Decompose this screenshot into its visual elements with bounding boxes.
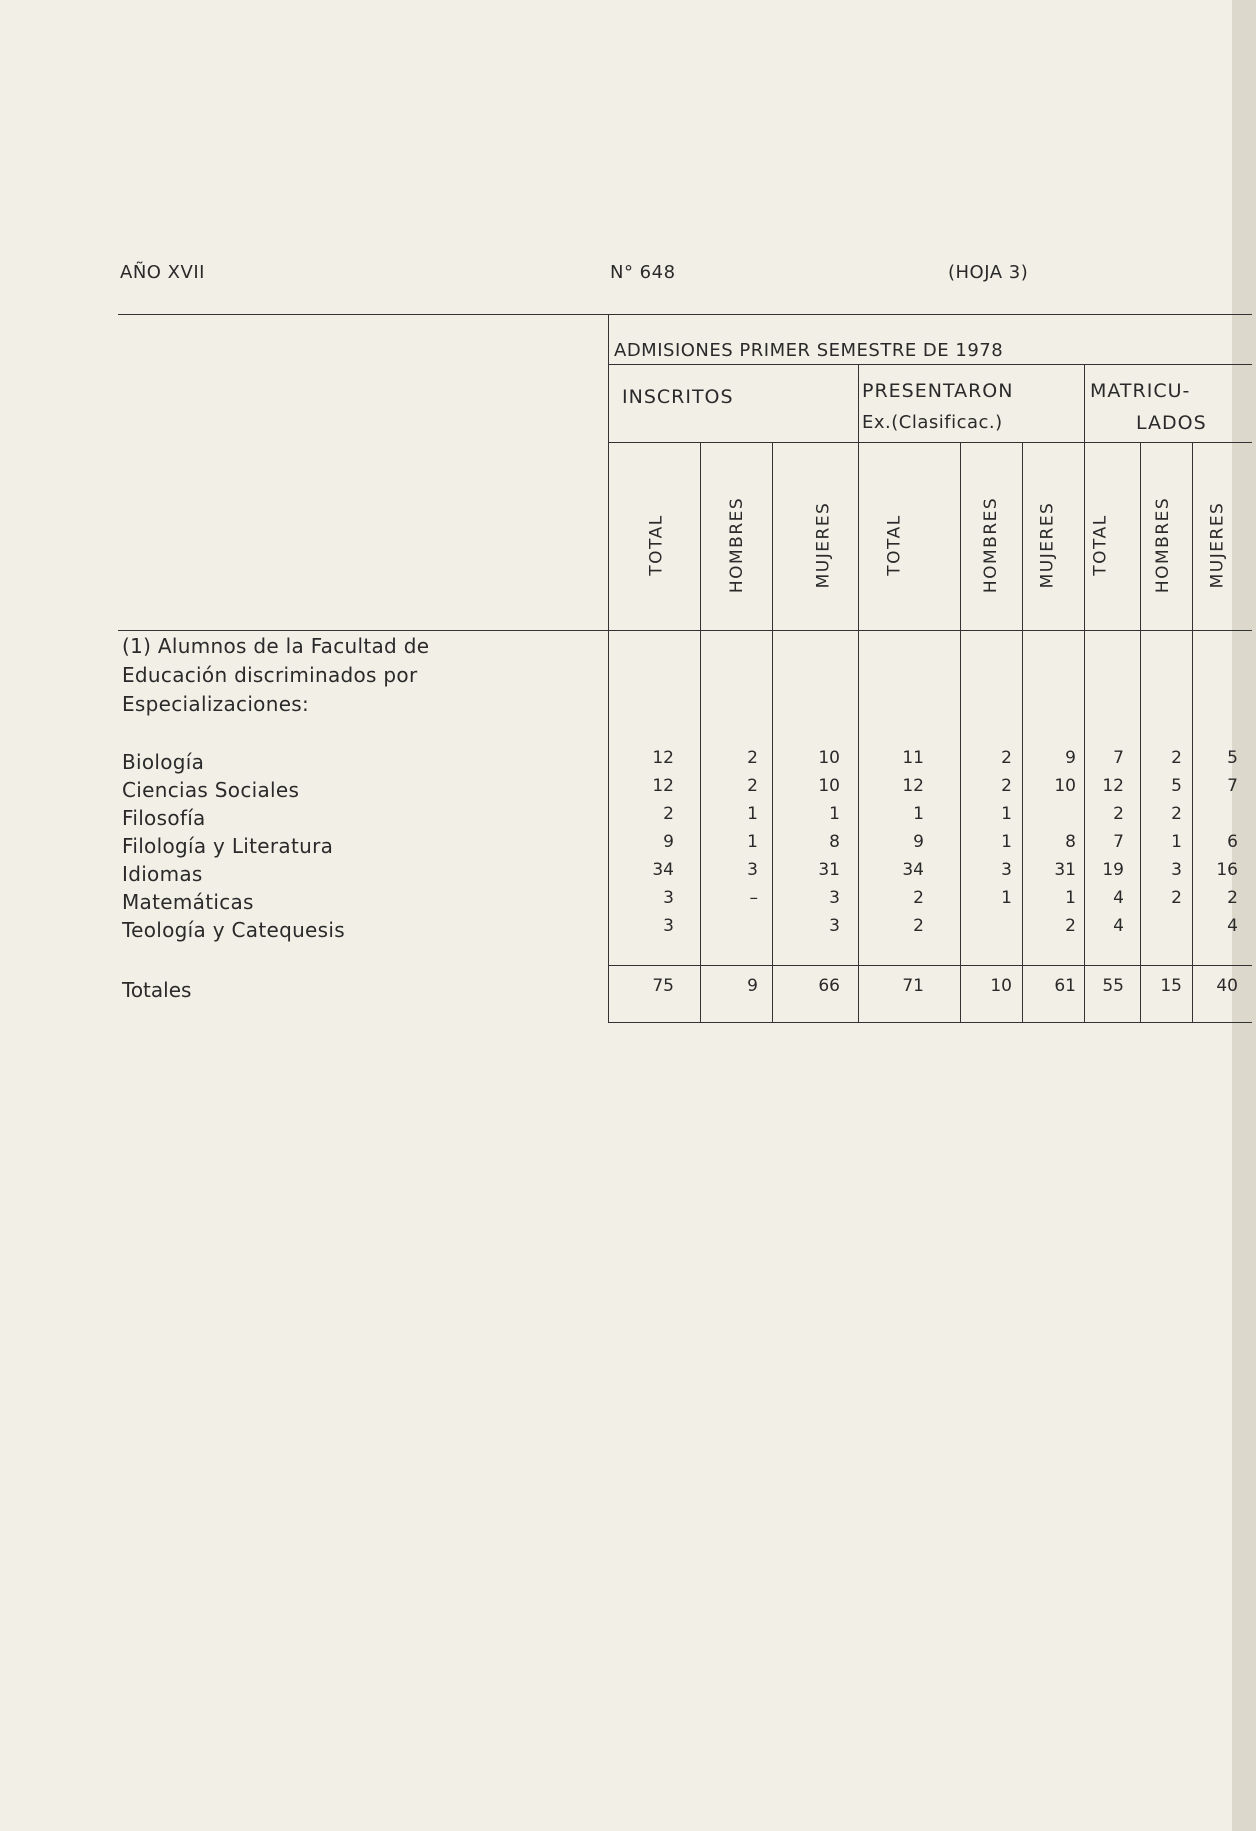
col-header-inscritos-total: TOTAL <box>647 514 667 576</box>
cell-inscritos-mujeres: 10 <box>818 776 840 796</box>
cell-matriculados-hombres: 2 <box>1171 888 1182 908</box>
cell-inscritos-total: 12 <box>652 776 674 796</box>
row-label-filosofia: Filosofía <box>122 806 206 830</box>
cell-presentaron-total: 2 <box>913 888 924 908</box>
divider-inscritos-presentaron <box>858 364 859 1022</box>
cell-matriculados-hombres: 5 <box>1171 776 1182 796</box>
cell-matriculados-mujeres: 7 <box>1227 776 1238 796</box>
group-presentaron: PRESENTARON <box>862 380 1014 402</box>
cell-matriculados-mujeres: 2 <box>1227 888 1238 908</box>
col-header-presentaron-total: TOTAL <box>885 514 905 576</box>
cell-inscritos-mujeres: 8 <box>829 832 840 852</box>
total-matriculados-hombres: 15 <box>1160 976 1182 996</box>
total-presentaron-mujeres: 61 <box>1054 976 1076 996</box>
cell-matriculados-hombres: 2 <box>1171 804 1182 824</box>
cell-matriculados-total: 4 <box>1113 916 1124 936</box>
footnote-line-3: Especializaciones: <box>122 692 310 716</box>
cell-matriculados-hombres: 2 <box>1171 748 1182 768</box>
cell-inscritos-mujeres: 3 <box>829 888 840 908</box>
cell-inscritos-mujeres: 3 <box>829 916 840 936</box>
cell-matriculados-total: 7 <box>1113 748 1124 768</box>
cell-inscritos-hombres: – <box>749 888 758 908</box>
group-matriculados-line2: LADOS <box>1136 412 1207 434</box>
sheet-label: (HOJA 3) <box>948 262 1029 283</box>
cell-matriculados-mujeres: 4 <box>1227 916 1238 936</box>
cell-inscritos-total: 12 <box>652 748 674 768</box>
col-divider-1 <box>700 442 701 1022</box>
year-label: AÑO XVII <box>120 262 205 283</box>
footnote-line-1: (1) Alumnos de la Facultad de <box>122 634 430 658</box>
cell-presentaron-mujeres: 9 <box>1065 748 1076 768</box>
col-header-presentaron-hombres: HOMBRES <box>981 496 1001 594</box>
cell-presentaron-mujeres: 10 <box>1054 776 1076 796</box>
cell-matriculados-total: 2 <box>1113 804 1124 824</box>
row-label-filologia: Filología y Literatura <box>122 834 334 858</box>
table-title: ADMISIONES PRIMER SEMESTRE DE 1978 <box>614 340 1004 361</box>
table-left-border <box>608 314 609 1022</box>
totals-bottom-rule <box>608 1022 1252 1023</box>
table-top-rule <box>118 314 1252 315</box>
group-matriculados-line1: MATRICU- <box>1090 380 1191 402</box>
row-label-idiomas: Idiomas <box>122 862 203 886</box>
group-presentaron-subtitle: Ex.(Clasificac.) <box>862 412 1003 433</box>
cell-presentaron-hombres: 3 <box>1001 860 1012 880</box>
cell-inscritos-hombres: 1 <box>747 832 758 852</box>
cell-inscritos-mujeres: 10 <box>818 748 840 768</box>
cell-matriculados-total: 4 <box>1113 888 1124 908</box>
cell-inscritos-hombres: 2 <box>747 776 758 796</box>
cell-matriculados-mujeres: 5 <box>1227 748 1238 768</box>
col-header-matriculados-mujeres: MUJERES <box>1207 501 1227 589</box>
cell-matriculados-total: 19 <box>1102 860 1124 880</box>
total-presentaron-total: 71 <box>902 976 924 996</box>
cell-presentaron-total: 12 <box>902 776 924 796</box>
cell-presentaron-hombres: 1 <box>1001 888 1012 908</box>
issue-number: N° 648 <box>610 262 676 283</box>
cell-inscritos-total: 3 <box>663 888 674 908</box>
cell-inscritos-hombres: 2 <box>747 748 758 768</box>
footnote <box>122 632 429 719</box>
cell-matriculados-mujeres: 6 <box>1227 832 1238 852</box>
group-header-rule <box>608 442 1252 443</box>
col-header-matriculados-hombres: HOMBRES <box>1153 496 1173 594</box>
col-header-inscritos-mujeres: MUJERES <box>813 501 833 589</box>
totals-top-rule <box>608 965 1252 966</box>
cell-presentaron-total: 1 <box>913 804 924 824</box>
col-header-inscritos-hombres: HOMBRES <box>727 496 747 594</box>
cell-matriculados-mujeres: 16 <box>1216 860 1238 880</box>
cell-presentaron-total: 34 <box>902 860 924 880</box>
total-matriculados-total: 55 <box>1102 976 1124 996</box>
col-divider-2 <box>772 442 773 1022</box>
row-label-matematicas: Matemáticas <box>122 890 254 914</box>
cell-inscritos-total: 2 <box>663 804 674 824</box>
total-matriculados-mujeres: 40 <box>1216 976 1238 996</box>
total-presentaron-hombres: 10 <box>990 976 1012 996</box>
total-inscritos-mujeres: 66 <box>818 976 840 996</box>
group-inscritos: INSCRITOS <box>622 386 734 408</box>
cell-inscritos-mujeres: 1 <box>829 804 840 824</box>
col-header-presentaron-mujeres: MUJERES <box>1037 501 1057 589</box>
cell-matriculados-total: 7 <box>1113 832 1124 852</box>
cell-presentaron-hombres: 1 <box>1001 804 1012 824</box>
total-inscritos-hombres: 9 <box>747 976 758 996</box>
row-label-biologia: Biología <box>122 750 205 774</box>
col-divider-4 <box>960 442 961 1022</box>
cell-presentaron-total: 2 <box>913 916 924 936</box>
cell-presentaron-mujeres: 1 <box>1065 888 1076 908</box>
cell-presentaron-mujeres: 2 <box>1065 916 1076 936</box>
cell-presentaron-hombres: 2 <box>1001 748 1012 768</box>
cell-inscritos-total: 3 <box>663 916 674 936</box>
cell-matriculados-total: 12 <box>1102 776 1124 796</box>
cell-inscritos-total: 9 <box>663 832 674 852</box>
row-label-teologia: Teología y Catequesis <box>122 918 345 942</box>
col-header-matriculados-total: TOTAL <box>1091 514 1111 576</box>
footnote-line-2: Educación discriminados por <box>122 663 418 687</box>
column-header-rule <box>118 630 1252 631</box>
cell-presentaron-hombres: 1 <box>1001 832 1012 852</box>
cell-presentaron-hombres: 2 <box>1001 776 1012 796</box>
cell-inscritos-hombres: 1 <box>747 804 758 824</box>
total-inscritos-total: 75 <box>652 976 674 996</box>
cell-presentaron-mujeres: 31 <box>1054 860 1076 880</box>
cell-presentaron-mujeres: 8 <box>1065 832 1076 852</box>
cell-inscritos-total: 34 <box>652 860 674 880</box>
table-header-rule <box>608 364 1252 365</box>
row-label-ciencias-sociales: Ciencias Sociales <box>122 778 300 802</box>
cell-matriculados-hombres: 3 <box>1171 860 1182 880</box>
cell-presentaron-total: 11 <box>902 748 924 768</box>
cell-inscritos-hombres: 3 <box>747 860 758 880</box>
totals-label: Totales <box>122 978 192 1002</box>
cell-presentaron-total: 9 <box>913 832 924 852</box>
cell-inscritos-mujeres: 31 <box>818 860 840 880</box>
cell-matriculados-hombres: 1 <box>1171 832 1182 852</box>
